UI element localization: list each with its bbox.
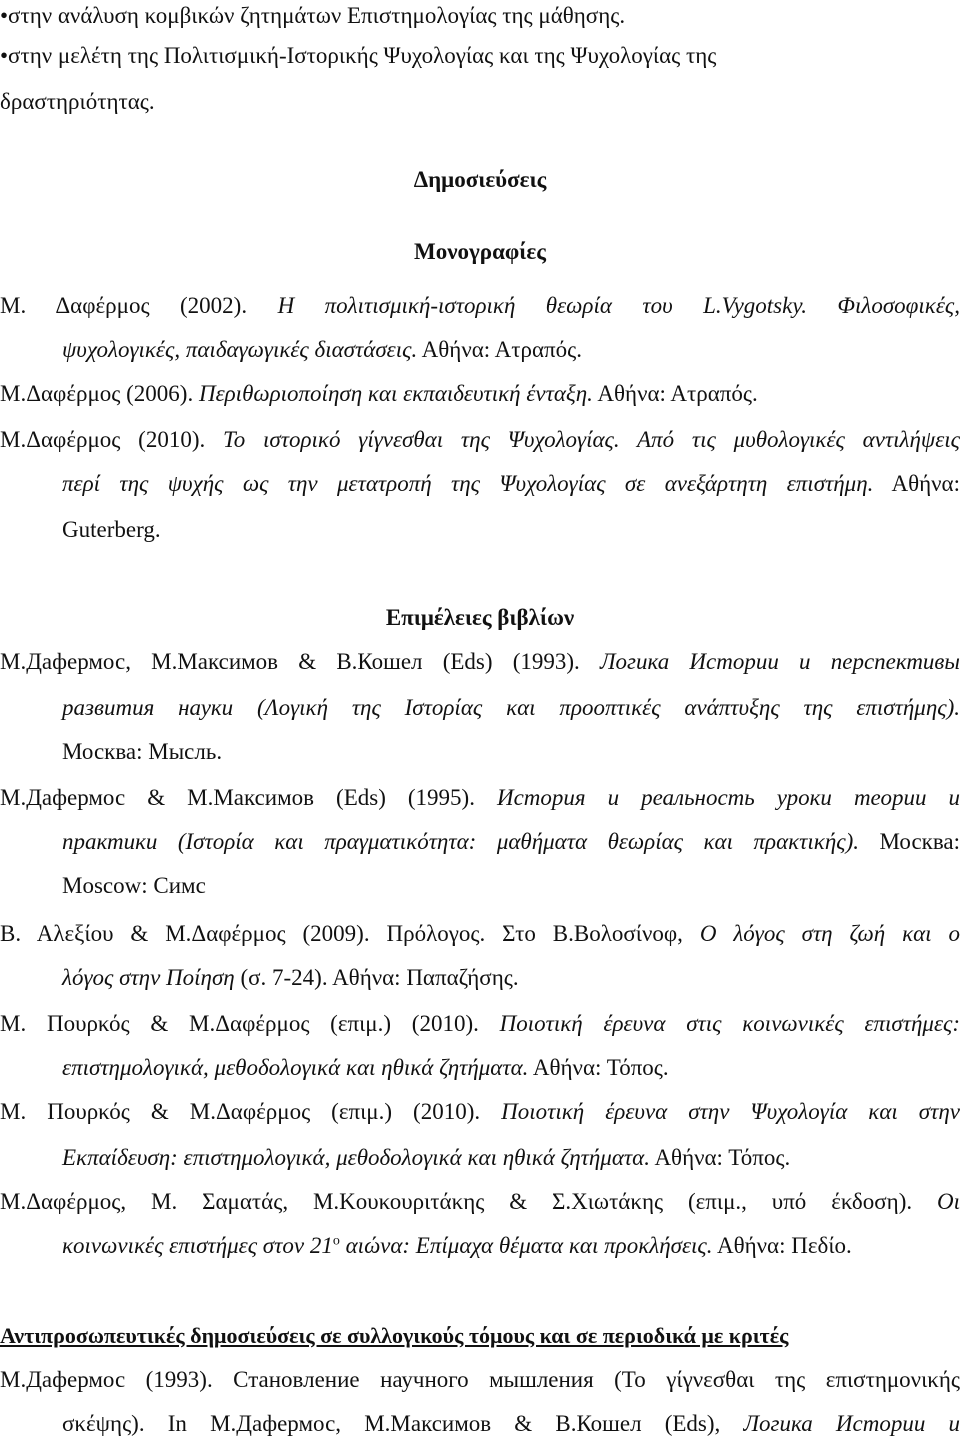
edited-6-line-2: κοινωνικές επιστήμες στον $21^o$ αιώνα: Επίμαχα θέματα και προκλήσεις. Αθήνα: Πεδίο.: [62, 1233, 852, 1258]
edited-1-line-3: Москва: Мысль.: [62, 739, 223, 764]
bullet-epistemology: •στην ανάλυση κομβικών ζητημάτων Επιστημολογίας της μάθησης.: [0, 3, 626, 28]
edited-1-line-2: развития науки (Λογική της Ιστορίας και προοπτικές ανάπτυξης της επιστήμης).: [62, 695, 960, 720]
bullet-cultural-historical-cont: δραστηριότητας.: [0, 89, 155, 114]
heading-publications: Δημοσιεύσεις: [413, 167, 547, 192]
edited-4-line-1: Μ. Πουρκός & Μ.Δαφέρμος (επιμ.) (2010). Ποιοτική έρευνα στις κοινωνικές επιστήμες:: [0, 1011, 960, 1036]
edited-3-line-2: λόγος στην Ποίηση (σ. 7-24). Αθήνα: Παπαζήσης.: [62, 965, 519, 990]
collective-1-line-2: σκέψης). In М.Дафермос, М.Максимов & В.Кошел (Eds), Логика Истории и: [62, 1411, 960, 1436]
heading-monographs: Μονογραφίες: [414, 239, 546, 264]
edited-2-line-3: Moscow: Симс: [62, 873, 206, 898]
bullet-cultural-historical: •στην μελέτη της Πολιτισμική-Ιστορικής Ψυχολογίας και της Ψυχολογίας της: [0, 43, 717, 68]
monograph-3-line-2: περί της ψυχής ως την μετατροπή της Ψυχολογίας σε ανεξάρτητη επιστήμη. Αθήνα:: [62, 471, 960, 496]
edited-1-line-1: М.Дафермос, М.Максимов & В.Кошел (Eds) (1993). Логика Истории и перспективы: [0, 649, 960, 674]
monograph-1-line-1: Μ. Δαφέρμος (2002). Η πολιτισμική-ιστορική θεωρία του L.Vygotsky. Φιλοσοφικές,: [0, 293, 960, 318]
collective-1-line-1: М.Дафермос (1993). Становление научного мышления (Το γίγνεσθαι της επιστημονικής: [0, 1367, 960, 1392]
ordinal-superscript: ο: [332, 1233, 340, 1249]
edited-5-line-2: Εκπαίδευση: επιστημολογικά, μεθοδολογικά και ηθικά ζητήματα. Αθήνα: Τόπος.: [62, 1145, 791, 1170]
edited-2-line-1: М.Дафермос & М.Максимов (Eds) (1995). История и реальность уроки теории и: [0, 785, 960, 810]
heading-collective-volumes: Αντιπροσωπευτικές δημοσιεύσεις σε συλλογικούς τόμους και σε περιοδικά με κριτές: [0, 1323, 789, 1348]
edited-2-line-2: практики (Ιστορία και πραγματικότητα: μαθήματα θεωρίας και πρακτικής). Москва:: [62, 829, 960, 854]
edited-5-line-1: Μ. Πουρκός & Μ.Δαφέρμος (επιμ.) (2010). Ποιοτική έρευνα στην Ψυχολογία και στην: [0, 1099, 960, 1124]
edited-6-line-1: Μ.Δαφέρμος, Μ. Σαματάς, Μ.Κουκουριτάκης & Σ.Χιωτάκης (επιμ., υπό έκδοση). Οι: [0, 1189, 960, 1214]
monograph-3-line-1: Μ.Δαφέρμος (2010). Το ιστορικό γίγνεσθαι της Ψυχολογίας. Από τις μυθολογικές αντιλήψεις: [0, 427, 960, 452]
monograph-2-line-1: Μ.Δαφέρμος (2006). Περιθωριοποίηση και εκπαιδευτική ένταξη. Αθήνα: Ατραπός.: [0, 381, 758, 406]
monograph-1-line-2: ψυχολογικές, παιδαγωγικές διαστάσεις. Αθήνα: Ατραπός.: [62, 337, 583, 362]
monograph-3-line-3: Guterberg.: [62, 517, 161, 542]
edited-3-line-1: Β. Αλεξίου & Μ.Δαφέρμος (2009). Πρόλογος. Στο Β.Βολοσίνοφ, Ο λόγος στη ζωή και ο: [0, 921, 960, 946]
heading-edited-books: Επιμέλειες βιβλίων: [385, 605, 575, 630]
edited-4-line-2: επιστημολογικά, μεθοδολογικά και ηθικά ζητήματα. Αθήνα: Τόπος.: [62, 1055, 669, 1080]
